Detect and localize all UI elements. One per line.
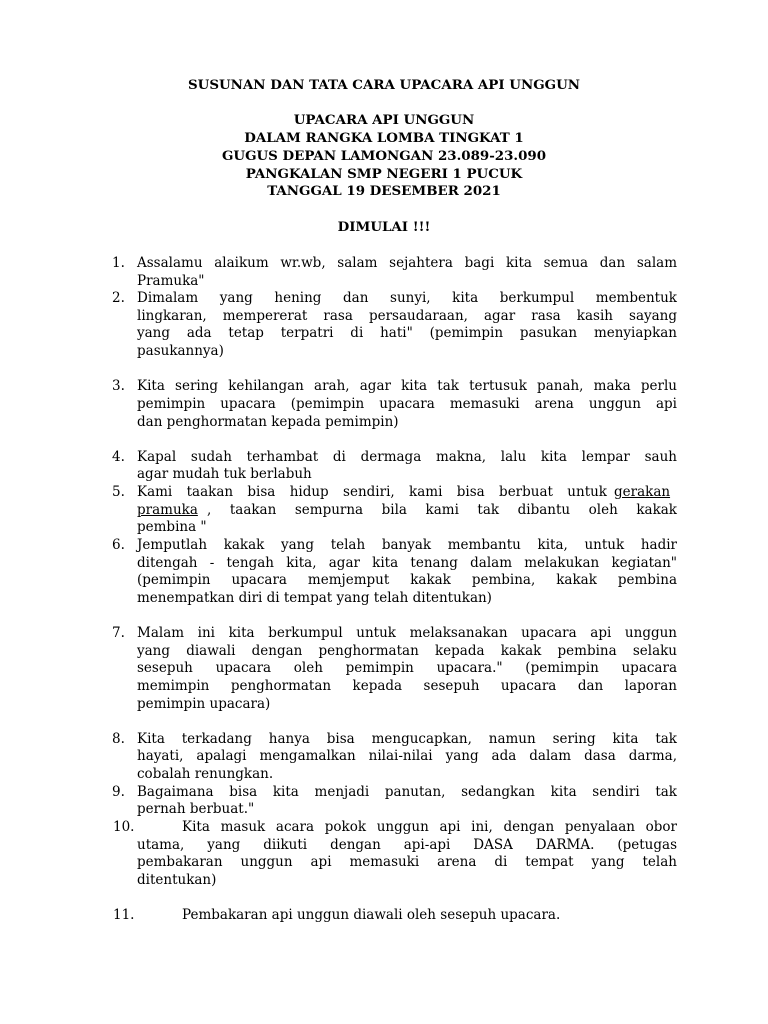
item-number: 10. [113, 819, 135, 835]
item-line: hayati, apalagi mengamalkan nilai-nilai yang ada dalam dasa darma, [137, 748, 677, 764]
item-number: 7. [112, 625, 125, 641]
item-number: 11. [113, 907, 135, 923]
item-line: Pembakaran api unggun diawali oleh sesepuh upacara. [182, 907, 561, 923]
underlined-text: gerakan [614, 484, 671, 500]
item-line: Malam ini kita berkumpul untuk melaksanakan upacara api unggun [137, 625, 677, 641]
item-line: dan penghormatan kepada pemimpin) [137, 414, 399, 430]
item-line: Kapal sudah terhambat di dermaga makna, lalu kita lempar sauh [137, 449, 677, 465]
subtitle-line: TANGGAL 19 DESEMBER 2021 [267, 183, 501, 199]
item-line: Kami taakan bisa hidup sendiri, kami bisa berbuat untuk [137, 484, 607, 500]
item-line: Kita masuk acara pokok unggun api ini, dengan penyalaan obor [182, 819, 677, 835]
item-line: pasukannya) [137, 343, 224, 359]
item-line: pembina " [137, 519, 207, 535]
item-line: Dimalam yang hening dan sunyi, kita berkumpul membentuk [137, 290, 677, 306]
item-number: 1. [112, 255, 125, 271]
item-line: pernah berbuat." [137, 801, 255, 817]
item-number: 6. [112, 537, 125, 553]
item-line: Kita sering kehilangan arah, agar kita tak tertusuk panah, maka perlu [137, 378, 677, 394]
item-line: Assalamu alaikum wr.wb, salam sejahtera bagi kita semua dan salam [137, 255, 677, 271]
subtitle-line: PANGKALAN SMP NEGERI 1 PUCUK [245, 166, 523, 182]
item-line: yang diawali dengan penghormatan kepada kakak pembina selaku [137, 643, 677, 659]
item-line: pemimpin upacara (pemimpin upacara memasuki arena unggun api [137, 396, 677, 412]
start-label: DIMULAI !!! [337, 219, 431, 235]
item-line: sesepuh upacara oleh pemimpin upacara." (pemimpin upacara [137, 660, 677, 676]
subtitle-line: UPACARA API UNGGUN [293, 112, 475, 128]
subtitle-line: DALAM RANGKA LOMBA TINGKAT 1 [244, 130, 524, 146]
item-line: Bagaimana bisa kita menjadi panutan, sedangkan kita sendiri tak [137, 784, 677, 800]
item-line: menempatkan diri di tempat yang telah ditentukan) [137, 590, 492, 606]
item-line: Kita terkadang hanya bisa mengucapkan, namun sering kita tak [137, 731, 677, 747]
item-line: ditentukan) [137, 872, 217, 888]
item-number: 4. [112, 449, 125, 465]
item-number: 8. [112, 731, 125, 747]
item-line: ditengah - tengah kita, agar kita tenang dalam melakukan kegiatan" [137, 555, 677, 571]
document-title: SUSUNAN DAN TATA CARA UPACARA API UNGGUN [187, 77, 580, 93]
item-line: agar mudah tuk berlabuh [137, 466, 312, 482]
item-line: pemimpin upacara) [137, 696, 271, 712]
item-line: Pramuka" [137, 273, 205, 289]
item-line: lingkaran, mempererat rasa persaudaraan, agar rasa kasih sayang [137, 308, 677, 324]
underlined-text: pramuka [137, 502, 198, 518]
item-line: (pemimpin upacara memjemput kakak pembina, kakak pembina [137, 572, 677, 588]
item-line: pembakaran unggun api memasuki arena di tempat yang telah [137, 854, 677, 870]
item-line: , taakan sempurna bila kami tak dibantu oleh kakak [207, 502, 677, 518]
item-line: memimpin penghormatan kepada sesepuh upacara dan laporan [137, 678, 677, 694]
item-line: Jemputlah kakak yang telah banyak membantu kita, untuk hadir [137, 537, 677, 553]
item-line: yang ada tetap terpatri di hati" (pemimpin pasukan menyiapkan [137, 325, 677, 341]
item-number: 5. [112, 484, 125, 500]
item-number: 9. [112, 784, 125, 800]
subtitle-line: GUGUS DEPAN LAMONGAN 23.089-23.090 [221, 148, 547, 164]
item-number: 3. [112, 378, 125, 394]
item-line: utama, yang diikuti dengan api-api DASA DARMA. (petugas [137, 837, 677, 853]
item-number: 2. [112, 290, 125, 306]
item-line: cobalah renungkan. [137, 766, 274, 782]
